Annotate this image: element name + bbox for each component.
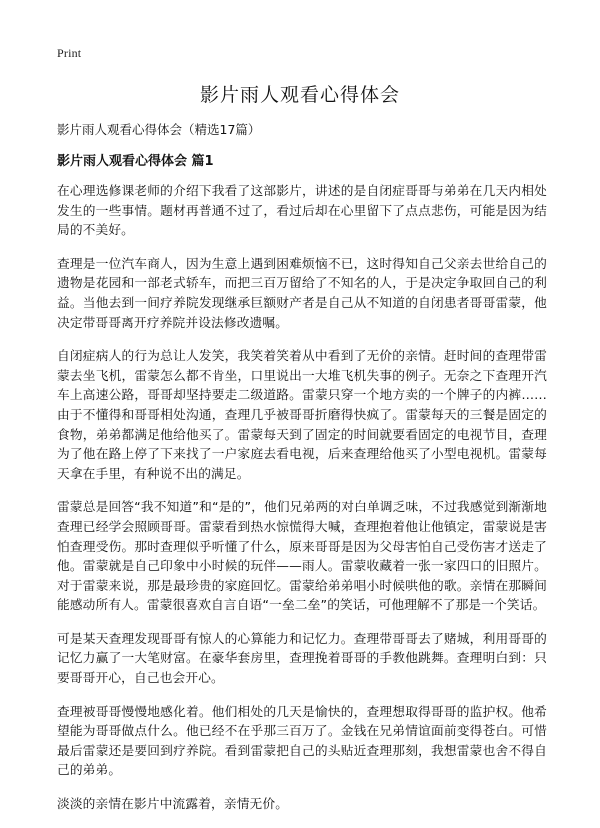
- paragraph: 在心理选修课老师的介绍下我看了这部影片，讲述的是自闭症哥哥与弟弟在几天内相处发生的一些事情。题材再普通不过了，看过后却在心里留下了点点悲伤，可能是因为结局的不美好。: [57, 183, 547, 238]
- print-link[interactable]: Print: [57, 46, 82, 60]
- paragraph: 可是某天查理发现哥哥有惊人的心算能力和记忆力。查理带哥哥去了赌城，利用哥哥的记忆力赢了一大笔财富。在豪华套房里，查理挽着哥哥的手教他跳舞。查理明白到：只要哥哥开心，自己也会开心。: [57, 630, 547, 686]
- paragraph: 雷蒙总是回答“我不知道”和“是的”，他们兄弟两的对白单调乏味，不过我感觉到渐渐地查理已经学会照顾哥哥。雷蒙看到热水惊慌得大喊，查理抱着他让他镇定，雷蒙说是害怕查理受伤。那时查理似乎听懂了什么，原来哥哥是因为父母害怕自己受伤害才送走了他。雷蒙就是自己印象中小时候的玩伴——雨人。雷蒙收藏着一张一家四口的旧照片。对于雷蒙来说，那是最珍贵的家庭回忆。雷蒙给弟弟唱小时候哄他的歌。亲情在那瞬间能感动所有人。雷蒙很喜欢自言自语“一垒二垒”的笑话，可他理解不了那是一个笑话。: [57, 499, 547, 613]
- paragraph: 查理被哥哥慢慢地感化着。他们相处的几天是愉快的，查理想取得哥哥的监护权。他希望能为哥哥做点什么。他已经不在乎那三百万了。金钱在兄弟情谊面前变得苍白。可惜最后雷蒙还是要回到疗养院。看到雷蒙把自己的头贴近查理那刻，我想雷蒙也舍不得自己的弟弟。: [57, 703, 547, 778]
- paragraph: 查理是一位汽车商人，因为生意上遇到困难烦恼不已，这时得知自己父亲去世给自己的遗物是花园和一部老式轿车，而把三百万留给了不知名的人，于是决定争取回自己的利益。当他去到一间疗养院发现继承巨额财产者是自己从不知道的自闭患者哥哥雷蒙，他决定带哥哥离开疗养院并设法修改遗嘱。: [57, 255, 547, 330]
- paragraph: 淡淡的亲情在影片中流露着，亲情无价。: [57, 796, 289, 812]
- article-body: [57, 181, 547, 828]
- document-subtitle: 影片雨人观看心得体会（精选17篇）: [57, 122, 261, 137]
- paragraph: 自闭症病人的行为总让人发笑，我笑着笑着从中看到了无价的亲情。赶时间的查理带雷蒙去坐飞机，雷蒙怎么都不肯坐，口里说出一大堆飞机失事的例子。无奈之下查理开汽车上高速公路，哥哥却坚持要走二级道路。雷蒙只穿一个地方卖的一个牌子的内裤……由于不懂得和哥哥相处沟通，查理几乎被哥哥折磨得快疯了。雷蒙每天的三餐是固定的食物，弟弟都满足他给他买了。雷蒙每天到了固定的时间就要看固定的电视节目，查理为了他在路上停了下来找了一户家庭去看电视，后来查理给他买了小型电视机。雷蒙每天拿在手里，有种说不出的满足。: [57, 348, 547, 481]
- page-title: 影片雨人观看心得体会: [199, 84, 400, 106]
- section-heading: 影片雨人观看心得体会 篇1: [57, 154, 214, 169]
